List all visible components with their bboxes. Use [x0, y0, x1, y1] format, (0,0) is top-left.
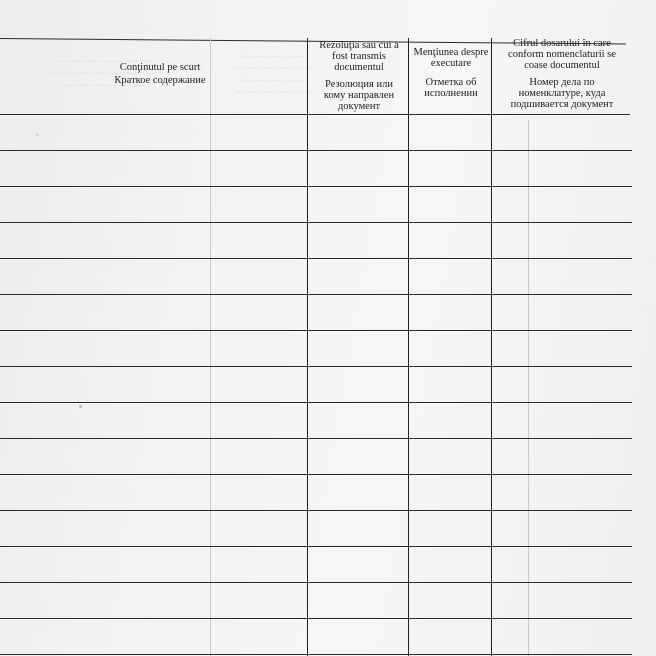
col-file-code-header [496, 38, 628, 110]
bleed-through-text-2: — — — — — — — — — — — — — — — — — — — — — — [235, 50, 315, 98]
table-row-rule [0, 114, 630, 115]
col-execution-ro: Menţiunea despre executare [413, 47, 489, 69]
bleed-through-text: — — — — — — — — — — — — — — — — — — — — — [51, 55, 159, 91]
col-resolution-ru: Резолюция или кому направлен документ [323, 79, 395, 112]
column-divider-1 [307, 38, 308, 656]
table-row-rule [0, 618, 632, 619]
table-row-rule [0, 582, 632, 583]
table-row-rule [0, 150, 632, 151]
table-row-rule [0, 438, 632, 439]
col-summary-header [105, 62, 215, 86]
table-row-rule [0, 510, 632, 511]
table-row-rule [0, 654, 632, 655]
faint-column-line [210, 38, 211, 656]
table-row-rule [0, 366, 632, 367]
table-row-rule [0, 474, 632, 475]
faint-column-line-2 [528, 120, 529, 656]
paper-speck-2 [36, 133, 39, 136]
table-row-rule [0, 546, 632, 547]
column-divider-2 [408, 38, 409, 656]
col-resolution-ro: Rezoluţia sau cui a fost transmis documentul [319, 40, 399, 73]
table-row-rule [0, 294, 632, 295]
table-row-rule [0, 186, 632, 187]
col-summary-ru: Краткое содержание [114, 75, 206, 86]
col-resolution-header [313, 40, 405, 112]
table-row-rule [0, 402, 632, 403]
table-row-rule [0, 330, 632, 331]
col-file-code-ru: Номер дела по номенклатуре, куда подшивается документ [510, 77, 614, 110]
col-file-code-ro: Cifrul dosarului în care conform nomenclaturii se coase documentul [508, 38, 616, 71]
table-row-rule [0, 222, 632, 223]
col-execution-ru: Отметка об исполнении [424, 77, 478, 99]
paper-speck [79, 405, 82, 408]
col-execution-header [411, 47, 491, 99]
col-summary-ro: Conţinutul pe scurt [119, 62, 201, 73]
table-row-rule [0, 258, 632, 259]
column-divider-3 [491, 38, 492, 656]
